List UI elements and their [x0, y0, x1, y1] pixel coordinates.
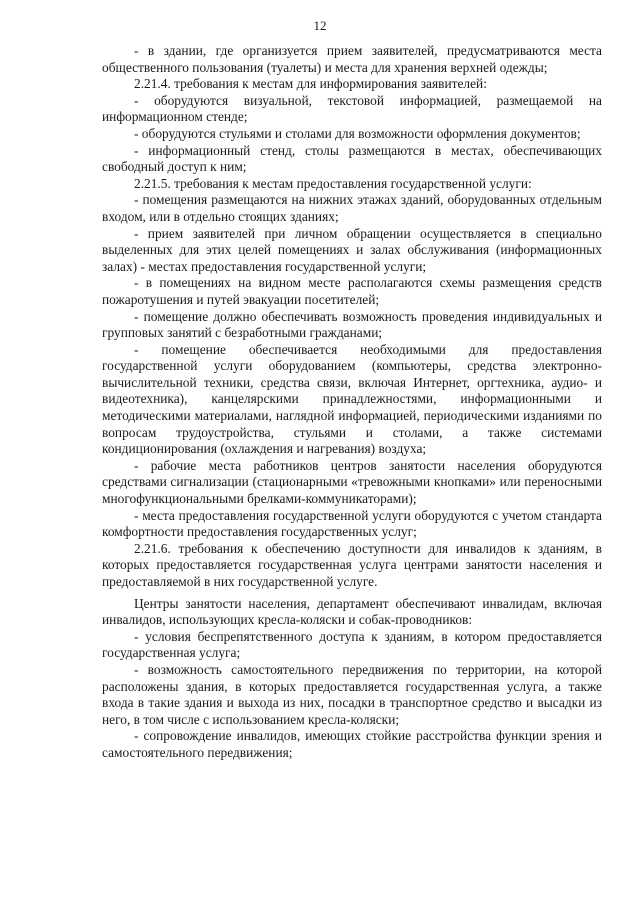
paragraph-escort-disabled: - сопровождение инвалидов, имеющих стойкие расстройства функции зрения и самостоятельного передвижения; — [102, 728, 602, 760]
paragraph-independent-movement: - возможность самостоятельного передвижения по территории, на которой расположены здания, в которых предоставляется государственная услуга, а также входа в такие здания и выхода из них, посадки в транспортное средство и высадки из него, в том числе с использованием кресла-коляски; — [102, 661, 602, 727]
paragraph-public-facilities: - в здании, где организуется прием заявителей, предусматриваются места общественного пользования (туалеты) и места для хранения верхней одежды; — [102, 43, 602, 75]
paragraph-alarm-systems: - рабочие места работников центров занятости населения оборудуются средствами сигнализации (стационарными «тревожными кнопками» или переносными многофункциональными брелками-коммуникаторами); — [102, 457, 602, 507]
paragraph-evacuation-schemes: - в помещениях на видном месте располагаются схемы размещения средств пожаротушения и путей эвакуации посетителей; — [102, 275, 602, 307]
paragraph-reception-halls: - прием заявителей при личном обращении осуществляется в специально выделенных для этих целей помещениях и залах обслуживания (информационных залах) - местах предоставления государственной услуги; — [102, 225, 602, 274]
paragraph-group-sessions: - помещение должно обеспечивать возможность проведения индивидуальных и групповых занятий с безработными гражданами; — [102, 308, 602, 341]
paragraph-chairs-tables: - оборудуются стульями и столами для возможности оформления документов; — [134, 125, 581, 141]
section-heading-2-21-5: 2.21.5. требования к местам предоставления государственной услуги: — [134, 175, 532, 191]
paragraph-equipment-list: - помещение обеспечивается необходимыми для предоставления государственной услуги оборудованием (компьютеры, средства электронно-вычислительной техники, средства связи, включая Интернет, оргтехника, аудио- и видеотехника), канцелярскими принадлежностями, информационными и методическими материалами, наглядной информацией, периодическими изданиями по вопросам трудоустройства, стульями и столами, а также системами кондиционирования (охлаждения и нагревания) воздуха; — [102, 341, 602, 457]
document-body — [102, 43, 602, 762]
paragraph-barrier-free-access: - условия беспрепятственного доступа к зданиям, в котором предоставляется государственная услуга; — [102, 628, 602, 661]
paragraph-lower-floors: - помещения размещаются на нижних этажах зданий, оборудованных отдельным входом, или в отдельно стоящих зданиях; — [102, 192, 602, 224]
paragraph-free-access: - информационный стенд, столы размещаются в местах, обеспечивающих свободный доступ к ним; — [102, 142, 602, 175]
page-number: 12 — [313, 18, 327, 33]
paragraph-info-stand-equipment: - оборудуются визуальной, текстовой информацией, размещаемой на информационном стенде; — [102, 92, 602, 125]
paragraph-comfort-standard: - места предоставления государственной услуги оборудуются с учетом стандарта комфортности предоставления государственных услуг; — [102, 507, 602, 540]
section-heading-2-21-4: 2.21.4. требования к местам для информирования заявителей: — [134, 76, 487, 92]
paragraph-disability-provision: Центры занятости населения, департамент обеспечивают инвалидам, включая инвалидов, использующих кресла-коляски и собак-проводников: — [102, 595, 602, 628]
section-heading-2-21-6: 2.21.6. требования к обеспечению доступности для инвалидов к зданиям, в которых предоставляется государственная услуга центрами занятости населения и предоставляемой в них государственной услуге. — [102, 540, 602, 589]
